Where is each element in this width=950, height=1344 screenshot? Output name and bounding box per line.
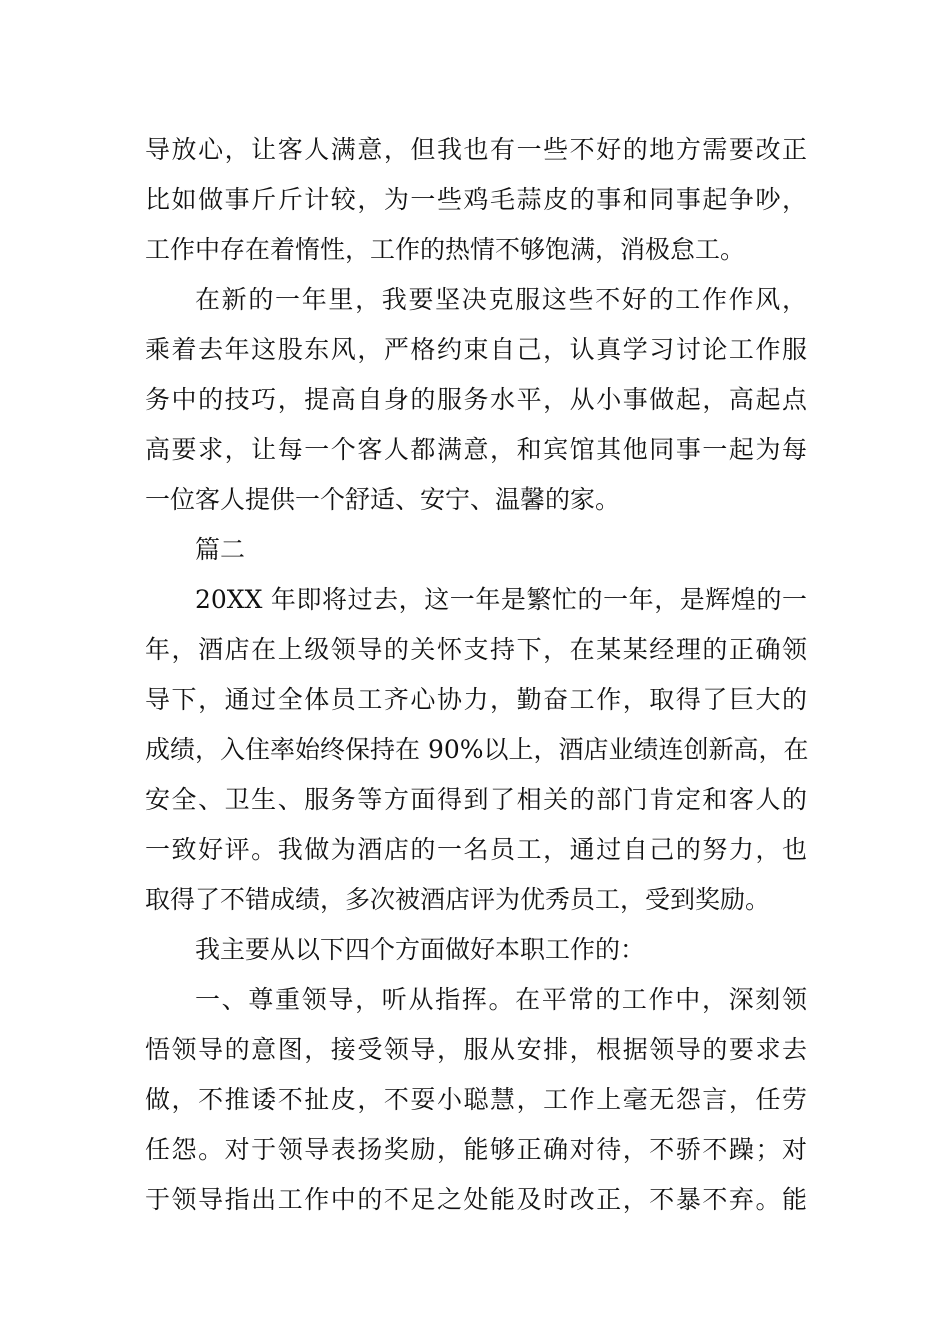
text-line: 比如做事斤斤计较，为一些鸡毛蒜皮的事和同事起争吵，: [145, 185, 807, 214]
text-line: 乘着去年这股东风，严格约束自己，认真学习讨论工作服: [145, 335, 807, 364]
text-line: 成绩，入住率始终保持在 90%以上，酒店业绩连创新高，在: [145, 735, 809, 764]
text-line: 工作中存在着惰性，工作的热情不够饱满，消极怠工。: [145, 235, 746, 264]
text-line: 高要求，让每一个客人都满意，和宾馆其他同事一起为每: [145, 435, 807, 464]
section-heading: 篇二: [195, 535, 246, 564]
text-line: 悟领导的意图，接受领导，服从安排，根据领导的要求去: [145, 1035, 807, 1064]
paragraph-start-line: 我主要从以下四个方面做好本职工作的：: [195, 935, 646, 964]
text-line: 安全、卫生、服务等方面得到了相关的部门肯定和客人的: [145, 785, 807, 814]
text-line: 一致好评。我做为酒店的一名员工，通过自己的努力，也: [145, 835, 807, 864]
text-line: 务中的技巧，提高自身的服务水平，从小事做起，高起点: [145, 385, 807, 414]
text-line: 任怨。对于领导表扬奖励，能够正确对待，不骄不躁；对: [145, 1135, 807, 1164]
text-line: 于领导指出工作中的不足之处能及时改正，不暴不弃。能: [145, 1185, 807, 1214]
text-line: 取得了不错成绩，多次被酒店评为优秀员工，受到奖励。: [145, 885, 771, 914]
text-line: 做，不推诿不扯皮，不耍小聪慧，工作上毫无怨言，任劳: [145, 1085, 807, 1114]
paragraph-start-line: 一、尊重领导，听从指挥。在平常的工作中，深刻领: [195, 985, 807, 1014]
text-line: 一位客人提供一个舒适、安宁、温馨的家。: [145, 485, 621, 514]
text-line: 导下，通过全体员工齐心协力，勤奋工作，取得了巨大的: [145, 685, 807, 714]
paragraph-start-line: 20XX 年即将过去，这一年是繁忙的一年，是辉煌的一: [195, 585, 807, 614]
paragraph-start-line: 在新的一年里，我要坚决克服这些不好的工作作风，: [195, 285, 807, 314]
text-line: 年，酒店在上级领导的关怀支持下，在某某经理的正确领: [145, 635, 807, 664]
text-line: 导放心，让客人满意，但我也有一些不好的地方需要改正: [145, 135, 807, 164]
